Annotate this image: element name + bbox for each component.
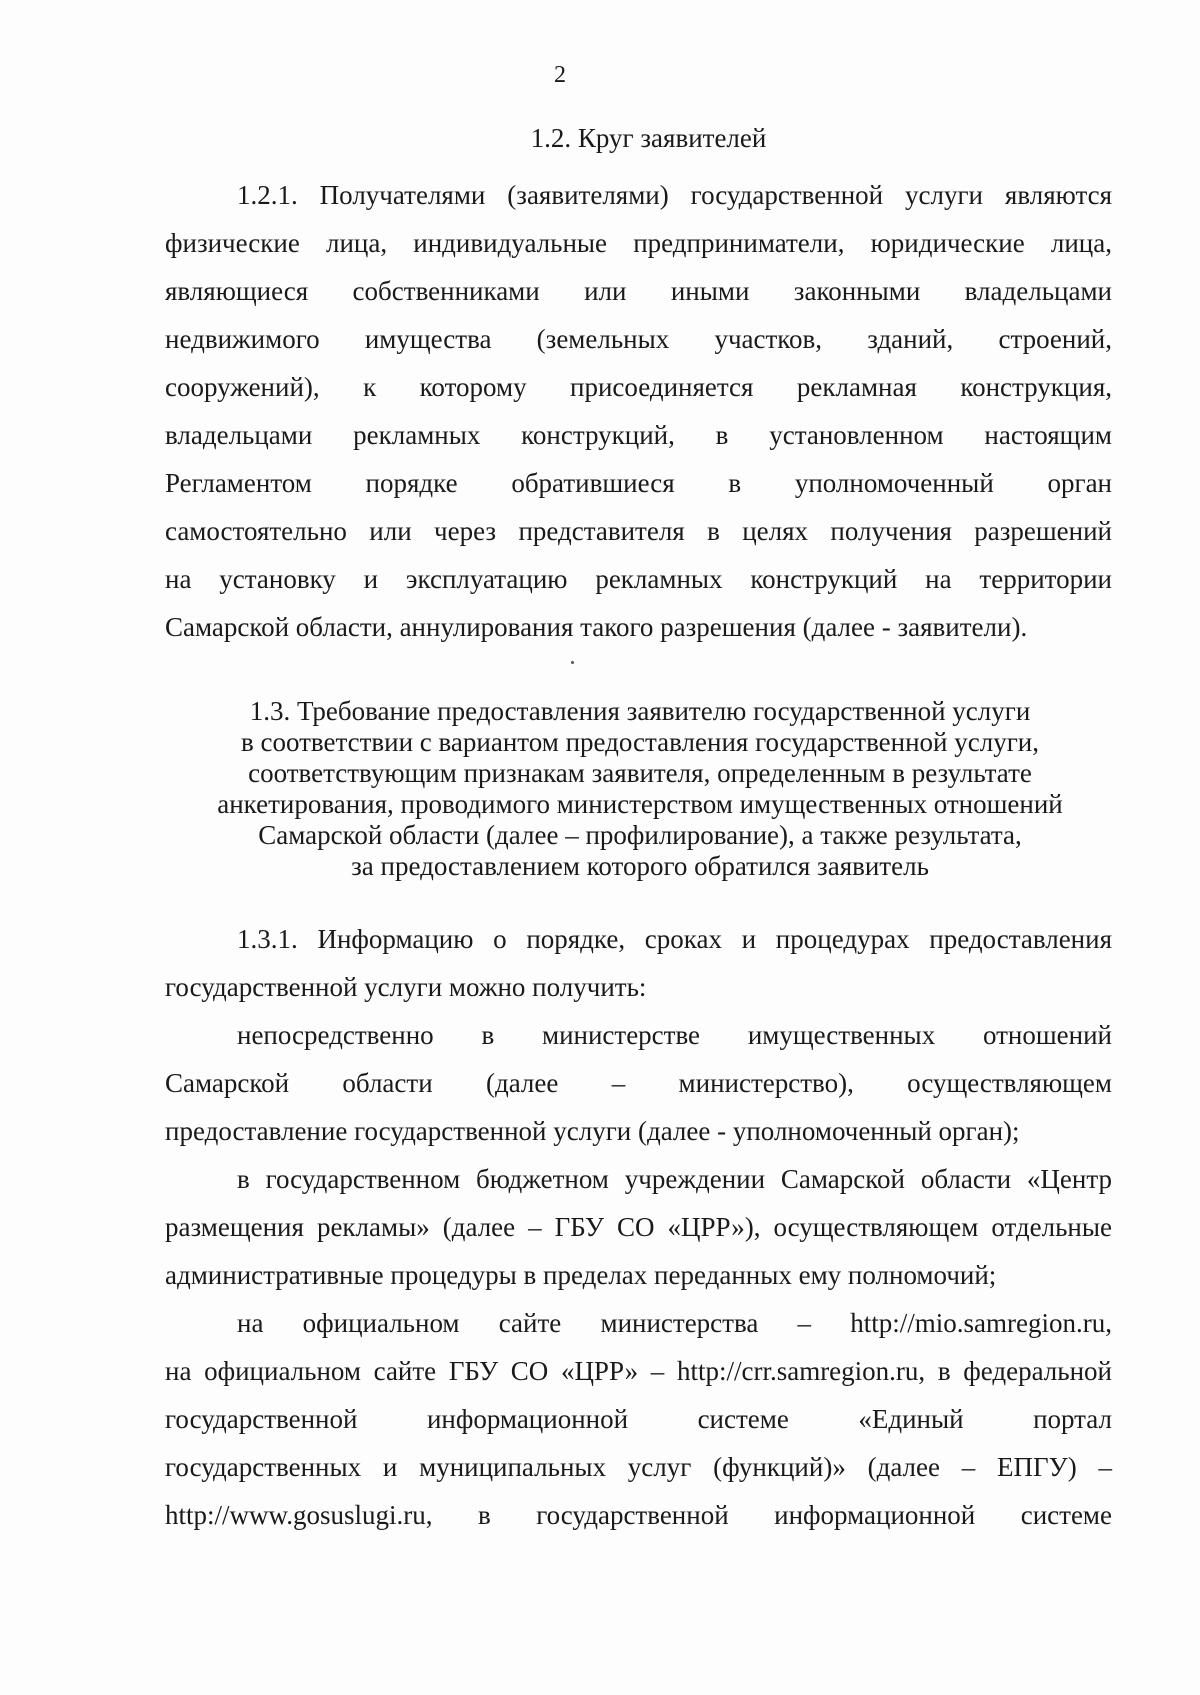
heading-line: в соответствии с вариантом предоставления государственной услуги, <box>241 727 1039 757</box>
text-line: Самарской области (далее – министерство), осуществляющем <box>165 1068 1112 1098</box>
text-line: являющиеся собственниками или иными законными владельцами <box>165 276 1112 306</box>
text-line: Регламентом порядке обратившиеся в уполномоченный орган <box>165 468 1112 498</box>
text-line: Самарской области, аннулирования такого разрешения (далее - заявители). <box>165 612 1028 642</box>
text-line: на официальном сайте ГБУ СО «ЦРР» – http://crr.samregion.ru, в федеральной <box>165 1356 1112 1386</box>
heading-line: соответствующим признакам заявителя, определенным в результате <box>248 758 1032 788</box>
text-line: самостоятельно или через представителя в целях получения разрешений <box>165 516 1112 546</box>
page-number: 2 <box>554 62 566 88</box>
paragraph-1-2-1 <box>165 171 1112 651</box>
heading-line: Самарской области (далее – профилирование), а также результата, <box>258 820 1022 850</box>
text-line: на установку и эксплуатацию рекламных конструкций на территории <box>165 564 1112 594</box>
heading-line: 1.3. Требование предоставления заявителю государственной услуги <box>249 696 1031 726</box>
text-line: государственной информационной системе «Единый портал <box>165 1404 1112 1434</box>
scan-speck <box>571 661 574 664</box>
text-line: 1.3.1. Информацию о порядке, сроках и процедурах предоставления <box>237 924 1112 954</box>
text-line: на официальном сайте министерства – http://mio.samregion.ru, <box>237 1308 1112 1338</box>
section-heading: 1.2. Круг заявителей <box>530 123 767 153</box>
text-line: http://www.gosuslugi.ru, в государственной информационной системе <box>165 1500 1112 1530</box>
text-line: государственной услуги можно получить: <box>165 972 647 1002</box>
heading-line: за предоставлением которого обратился заявитель <box>351 851 929 881</box>
text-line: предоставление государственной услуги (далее - уполномоченный орган); <box>165 1116 1020 1146</box>
text-line: недвижимого имущества (земельных участков, зданий, строений, <box>165 324 1112 354</box>
text-line: непосредственно в министерстве имущественных отношений <box>237 1020 1112 1050</box>
heading-line: анкетирования, проводимого министерством имущественных отношений <box>217 789 1063 819</box>
text-line: в государственном бюджетном учреждении Самарской области «Центр <box>237 1164 1112 1194</box>
text-line: административные процедуры в пределах переданных ему полномочий; <box>165 1260 997 1290</box>
text-line: государственных и муниципальных услуг (функций)» (далее – ЕПГУ) – <box>165 1452 1112 1482</box>
section-1-3-heading <box>120 696 1160 882</box>
section-1-2 <box>165 114 1112 162</box>
text-line: физические лица, индивидуальные предприниматели, юридические лица, <box>165 228 1112 258</box>
text-line: 1.2.1. Получателями (заявителями) государственной услуги являются <box>237 180 1112 210</box>
paragraph-1-3-1 <box>165 915 1112 1539</box>
text-line: владельцами рекламных конструкций, в установленном настоящим <box>165 420 1112 450</box>
text-line: размещения рекламы» (далее – ГБУ СО «ЦРР»), осуществляющем отдельные <box>165 1212 1112 1242</box>
text-line: сооружений), к которому присоединяется рекламная конструкция, <box>165 372 1112 402</box>
